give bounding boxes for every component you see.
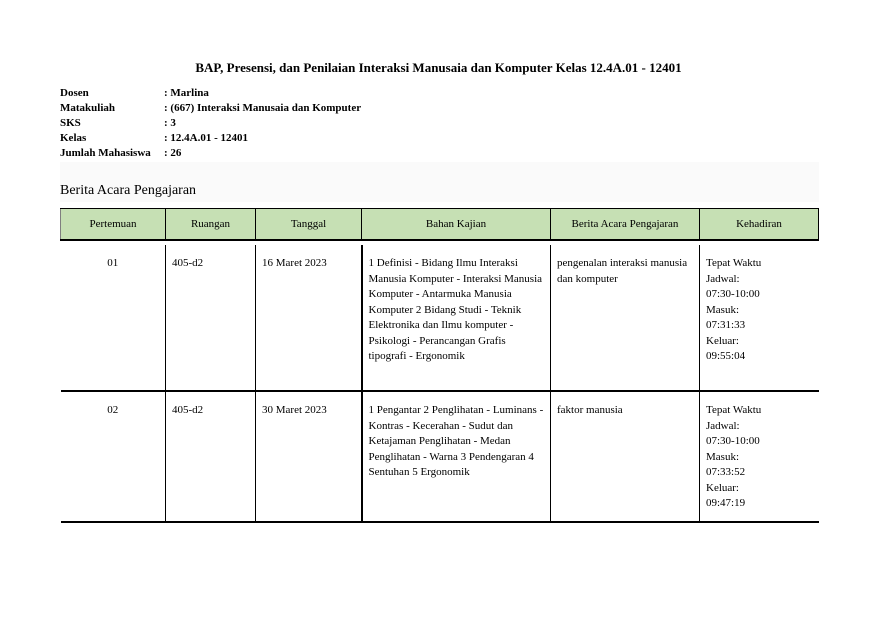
check-in-label: Masuk: — [706, 450, 739, 463]
attendance-status: Tepat Waktu — [706, 257, 762, 269]
check-in-label: Masuk: — [706, 303, 739, 316]
info-value: : 12.4A.01 - 12401 — [164, 132, 249, 144]
table-row — [61, 245, 819, 391]
cell-kehadiran — [700, 391, 819, 522]
table-row — [61, 391, 819, 522]
course-info — [60, 86, 361, 161]
teaching-record-table — [60, 208, 819, 523]
attendance-status: Tepat Waktu — [706, 404, 762, 416]
document-title: BAP, Presensi, dan Penilaian Interaksi Manusaia dan Komputer Kelas 12.4A.01 - 12401 — [195, 60, 682, 75]
cell-berita-acara: faktor manusia — [551, 391, 700, 522]
check-out-label: Keluar: — [706, 334, 739, 347]
cell-ruangan: 405-d2 — [166, 245, 256, 391]
schedule-label: Jadwal: — [706, 272, 740, 285]
check-out-label: Keluar: — [706, 481, 739, 494]
cell-tanggal: 30 Maret 2023 — [256, 391, 362, 522]
column-header-pertemuan: Pertemuan — [61, 209, 166, 241]
check-out-time: 09:55:04 — [706, 350, 746, 362]
check-in-time: 07:33:52 — [706, 466, 746, 478]
info-value: : Marlina — [164, 87, 209, 99]
info-label: SKS — [60, 117, 81, 129]
cell-tanggal: 16 Maret 2023 — [256, 245, 362, 391]
cell-pertemuan: 02 — [61, 391, 166, 522]
column-header-berita-acara: Berita Acara Pengajaran — [551, 209, 700, 241]
column-header-tanggal: Tanggal — [256, 209, 362, 241]
info-label: Kelas — [60, 132, 87, 144]
section-title: Berita Acara Pengajaran — [60, 183, 197, 198]
cell-pertemuan: 01 — [61, 245, 166, 391]
info-row-matakuliah — [60, 101, 361, 116]
info-row-dosen — [60, 86, 361, 101]
info-label: Dosen — [60, 87, 89, 99]
column-header-bahan-kajian: Bahan Kajian — [362, 209, 551, 241]
column-header-kehadiran: Kehadiran — [700, 209, 819, 241]
cell-ruangan: 405-d2 — [166, 391, 256, 522]
schedule-label: Jadwal: — [706, 419, 740, 432]
info-label: Matakuliah — [60, 102, 116, 114]
check-in-time: 07:31:33 — [706, 319, 746, 331]
schedule-time: 07:30-10:00 — [706, 288, 760, 300]
info-label: Jumlah Mahasiswa — [60, 147, 151, 159]
cell-berita-acara: pengenalan interaksi manusia dan komputer — [551, 245, 700, 391]
info-value: : 3 — [164, 117, 176, 129]
column-header-ruangan: Ruangan — [166, 209, 256, 241]
info-value: : 26 — [164, 147, 182, 159]
info-row-jumlah-mahasiswa — [60, 146, 361, 161]
cell-bahan-kajian: 1 Pengantar 2 Penglihatan - Luminans - Kontras - Kecerahan - Sudut dan Ketajaman Penglihatan - Medan Penglihatan - Warna 3 Pendengaran 4 Sentuhan 5 Ergonomik — [362, 391, 551, 522]
info-row-sks — [60, 116, 361, 131]
cell-bahan-kajian: 1 Definisi - Bidang Ilmu Interaksi Manusia Komputer - Interaksi Manusia Komputer - Antarmuka Manusia Komputer 2 Bidang Studi - Teknik Elektronika dan Ilmu komputer - Psikologi - Perancangan Grafis tipografi - Ergonomik — [362, 245, 551, 391]
info-value: : (667) Interaksi Manusaia dan Komputer — [164, 102, 362, 114]
info-row-kelas — [60, 131, 361, 146]
cell-kehadiran — [700, 245, 819, 391]
schedule-time: 07:30-10:00 — [706, 435, 760, 447]
check-out-time: 09:47:19 — [706, 497, 746, 509]
table-header-row — [61, 209, 819, 241]
